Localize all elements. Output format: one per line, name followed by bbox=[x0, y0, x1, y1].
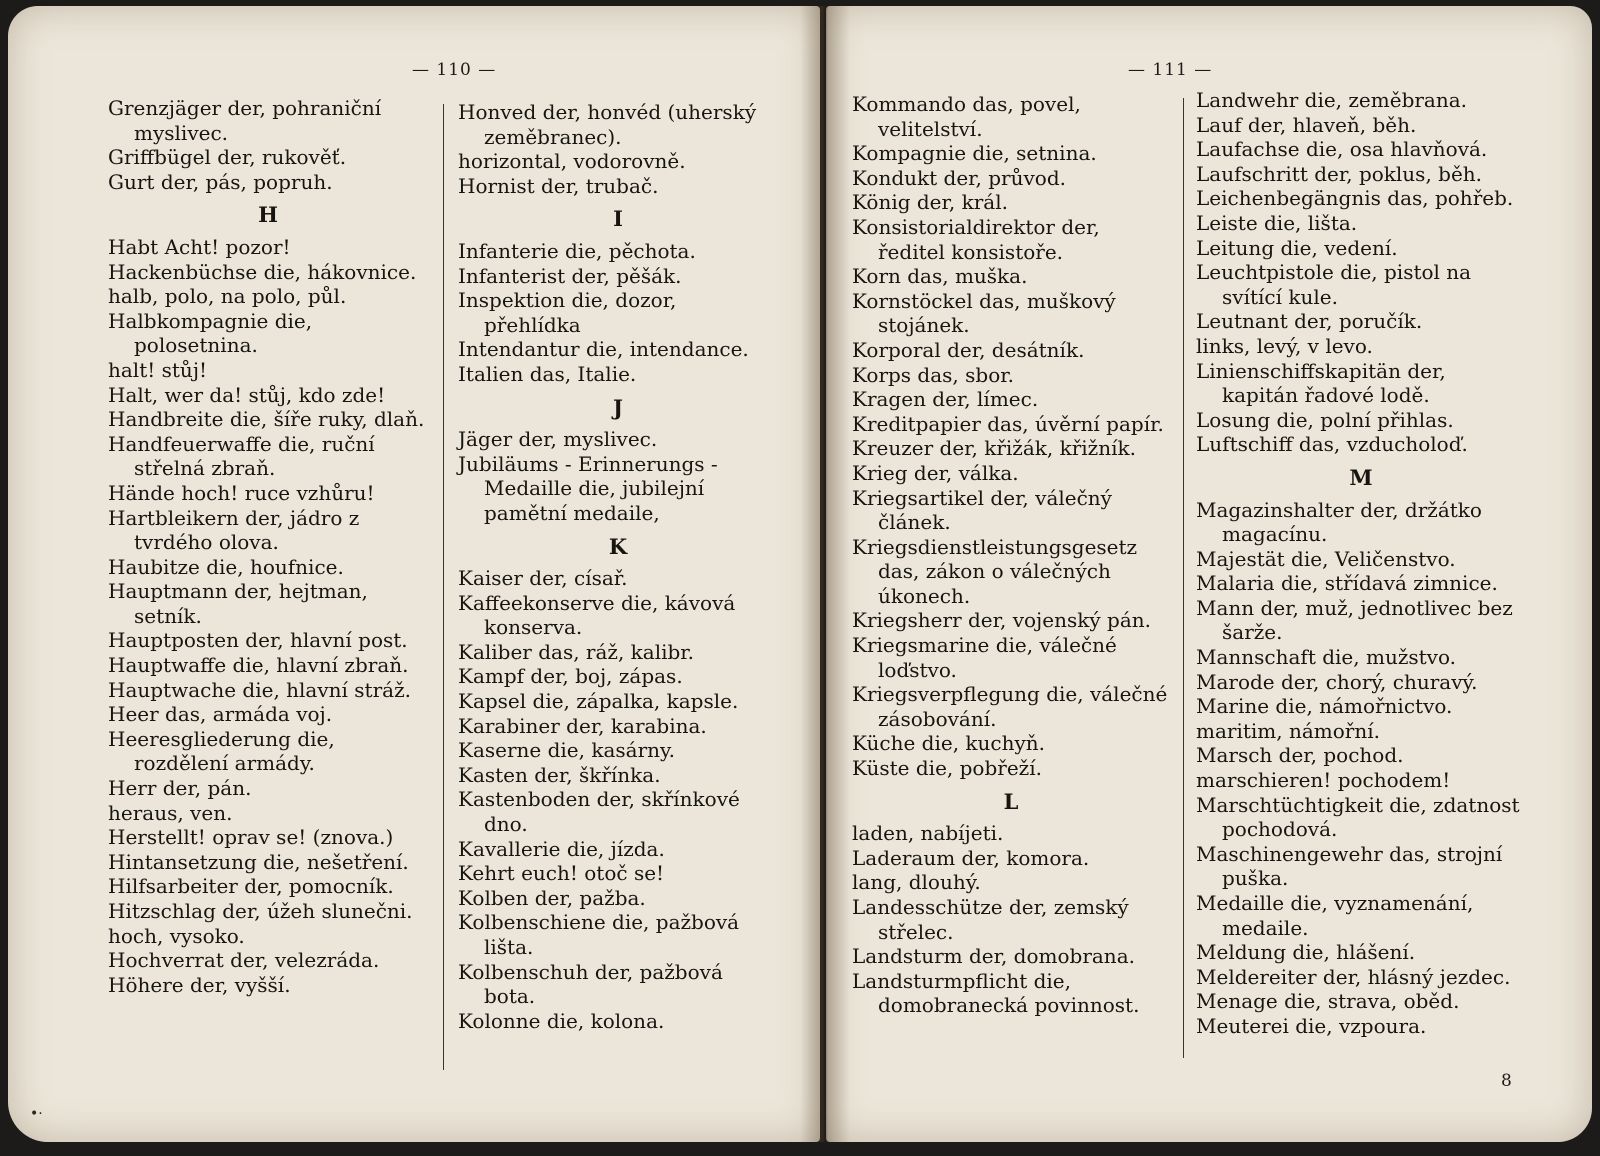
dictionary-entry: Kriegsmarine die, válečné loďstvo. bbox=[852, 633, 1117, 682]
dictionary-entry: Marode der, chorý, churavý. bbox=[1196, 669, 1478, 694]
dictionary-entry: Kampf der, boj, zápas. bbox=[458, 664, 683, 689]
dictionary-entry: Kolbenschiene die, pažbová lišta. bbox=[458, 910, 740, 959]
dictionary-entry: Kaserne die, kasárny. bbox=[458, 738, 676, 763]
dictionary-entry: Magazinshalter der, držátko magacínu. bbox=[1196, 497, 1482, 547]
dictionary-entry: Hauptposten der, hlavní post. bbox=[108, 628, 408, 653]
dictionary-entry: Intendantur die, intendance. bbox=[458, 337, 749, 362]
dictionary-entry: Leitung die, vedení. bbox=[1196, 235, 1398, 260]
dictionary-entry: Konsistorialdirektor der, ředitel konsistoře. bbox=[852, 214, 1100, 264]
dictionary-entry: links, levý, v levo. bbox=[1196, 333, 1373, 358]
right-page-column-1 bbox=[852, 92, 1170, 1018]
dictionary-entry: Haubitze die, houfnice. bbox=[108, 554, 344, 579]
dictionary-entry: hoch, vysoko. bbox=[108, 923, 245, 948]
dictionary-entry: Heeresgliederung die, rozdělení armády. bbox=[108, 726, 335, 776]
dictionary-entry: Gurt der, pás, popruh. bbox=[108, 169, 333, 194]
dictionary-entry: Hände hoch! ruce vzhůru! bbox=[108, 480, 375, 505]
dictionary-entry: Marsch der, pochod. bbox=[1196, 743, 1404, 768]
dictionary-entry: Leiste die, lišta. bbox=[1196, 210, 1358, 235]
dictionary-entry: Lauf der, hlaveň, běh. bbox=[1196, 112, 1417, 137]
dictionary-entry: Kragen der, límec. bbox=[852, 387, 1039, 412]
dictionary-entry: Jäger der, myslivec. bbox=[458, 427, 658, 452]
dictionary-entry: Hackenbüchse die, hákovnice. bbox=[108, 259, 417, 284]
dictionary-entry: Habt Acht! pozor! bbox=[108, 234, 291, 259]
dictionary-entry: horizontal, vodorovně. bbox=[458, 149, 686, 174]
dictionary-entry: Korn das, muška. bbox=[852, 264, 1028, 289]
dictionary-entry: Kastenboden der, skřínkové dno. bbox=[458, 787, 740, 837]
column-divider bbox=[443, 104, 444, 1070]
dictionary-entry: Majestät die, Veličenstvo. bbox=[1196, 546, 1456, 571]
dictionary-entry: Kaffeekonserve die, kávová konserva. bbox=[458, 590, 736, 640]
page-specks: •· bbox=[30, 1106, 43, 1122]
dictionary-entry: Leichenbegängnis das, pohřeb. bbox=[1196, 186, 1514, 211]
dictionary-entry: Marine die, námořnictvo. bbox=[1196, 694, 1453, 719]
dictionary-entry: Hochverrat der, velezráda. bbox=[108, 948, 380, 973]
dictionary-entry: Meldung die, hlášení. bbox=[1196, 940, 1416, 965]
dictionary-entry: Kreditpapier das, úvěrní papír. bbox=[852, 411, 1164, 436]
dictionary-entry: Malaria die, střídavá zimnice. bbox=[1196, 571, 1498, 596]
page-number-110: — 110 — bbox=[412, 60, 497, 80]
dictionary-entry: halt! stůj! bbox=[108, 357, 208, 382]
section-letter-heading: I bbox=[613, 206, 623, 232]
dictionary-entry: Hauptmann der, hejtman, setník. bbox=[108, 579, 368, 628]
dictionary-entry: Honved der, honvéd (uherský zeměbranec). bbox=[458, 100, 757, 149]
dictionary-entry: Hintansetzung die, nešetření. bbox=[108, 849, 409, 874]
book-gutter bbox=[800, 6, 850, 1142]
dictionary-entry: marschieren! pochodem! bbox=[1196, 768, 1451, 793]
dictionary-entry: Handfeuerwaffe die, ruční střelná zbraň. bbox=[108, 431, 375, 481]
dictionary-entry: Kriegsverpflegung die, válečné zásobování. bbox=[852, 682, 1168, 731]
dictionary-entry: Jubiläums - Erinnerungs - Medaille die, jubilejní pamětní medaile, bbox=[458, 451, 718, 525]
dictionary-entry: Italien das, Italie. bbox=[458, 361, 637, 386]
dictionary-entry: Losung die, polní přihlas. bbox=[1196, 407, 1454, 432]
dictionary-entry: Kavallerie die, jízda. bbox=[458, 836, 665, 861]
dictionary-entry: Kasten der, škřínka. bbox=[458, 762, 661, 787]
dictionary-entry: Hilfsarbeiter der, pomocník. bbox=[108, 874, 394, 899]
dictionary-entry: laden, nabíjeti. bbox=[852, 821, 1004, 846]
section-letter-heading: K bbox=[608, 533, 628, 559]
dictionary-entry: Medaille die, vyznamenání, medaile. bbox=[1196, 891, 1474, 940]
section-letter-heading: J bbox=[613, 394, 623, 420]
dictionary-entry: Küche die, kuchyň. bbox=[852, 731, 1046, 756]
dictionary-entry: Heer das, armáda voj. bbox=[108, 702, 333, 727]
dictionary-entry: Herr der, pán. bbox=[108, 776, 252, 801]
dictionary-entry: Hitzschlag der, úžeh slunečni. bbox=[108, 899, 413, 923]
dictionary-entry: Griffbügel der, rukověť. bbox=[108, 145, 347, 170]
dictionary-entry: Korporal der, desátník. bbox=[852, 337, 1085, 362]
dictionary-entry: Kompagnie die, setnina. bbox=[852, 141, 1097, 166]
dictionary-entry: Luftschiff das, vzducholoď. bbox=[1196, 432, 1468, 457]
dictionary-entry: Kriegsherr der, vojenský pán. bbox=[852, 608, 1151, 633]
dictionary-entry: Kornstöckel das, muškový stojánek. bbox=[852, 288, 1116, 338]
dictionary-entry: Inspektion die, dozor, přehlídka bbox=[458, 288, 677, 337]
dictionary-entry: Hornist der, trubač. bbox=[458, 173, 659, 198]
dictionary-entry: Kolben der, pažba. bbox=[458, 885, 646, 910]
dictionary-entry: lang, dlouhý. bbox=[852, 870, 981, 895]
dictionary-entry: Meldereiter der, hlásný jezdec. bbox=[1196, 964, 1511, 989]
dictionary-entry: Kolonne die, kolona. bbox=[458, 1008, 665, 1033]
dictionary-entry: halb, polo, na polo, půl. bbox=[108, 284, 347, 309]
dictionary-entry: Krieg der, válka. bbox=[852, 460, 1019, 485]
dictionary-entry: König der, král. bbox=[852, 190, 1008, 215]
dictionary-entry: Halt, wer da! stůj, kdo zde! bbox=[108, 382, 386, 407]
dictionary-entry: Laufschritt der, poklus, běh. bbox=[1196, 161, 1483, 186]
dictionary-entry: Leutnant der, poručík. bbox=[1196, 309, 1423, 334]
dictionary-entry: Laderaum der, komora. bbox=[852, 845, 1090, 870]
dictionary-entry: Meuterei die, vzpoura. bbox=[1196, 1013, 1427, 1038]
dictionary-entry: Höhere der, vyšší. bbox=[108, 972, 291, 997]
dictionary-entry: Hartbleikern der, jádro z tvrdého olova. bbox=[108, 505, 360, 555]
dictionary-entry: Grenzjäger der, pohraniční myslivec. bbox=[108, 96, 382, 145]
dictionary-entry: Landwehr die, zeměbrana. bbox=[1196, 88, 1468, 112]
dictionary-entry: Kolbenschuh der, pažbová bota. bbox=[458, 959, 723, 1009]
dictionary-entry: Kommando das, povel, velitelství. bbox=[852, 92, 1081, 141]
dictionary-entry: Infanterie die, pěchota. bbox=[458, 238, 696, 263]
dictionary-entry: Küste die, pobřeží. bbox=[852, 756, 1042, 781]
dictionary-entry: Landesschütze der, zemský střelec. bbox=[852, 895, 1129, 944]
dictionary-entry: Menage die, strava, oběd. bbox=[1196, 989, 1460, 1014]
dictionary-entry: Hauptwaffe die, hlavní zbraň. bbox=[108, 653, 409, 678]
left-page-column-2 bbox=[458, 100, 778, 1033]
dictionary-entry: Kaliber das, ráž, kalibr. bbox=[458, 639, 695, 664]
dictionary-entry: Kapsel die, zápalka, kapsle. bbox=[458, 689, 739, 714]
dictionary-entry: Landsturm der, domobrana. bbox=[852, 944, 1135, 969]
dictionary-entry: Mannschaft die, mužstvo. bbox=[1196, 645, 1457, 670]
dictionary-entry: Kaiser der, císař. bbox=[458, 566, 628, 591]
dictionary-entry: Marschtüchtigkeit die, zdatnost pochodová. bbox=[1196, 792, 1520, 842]
dictionary-entry: Landsturmpflicht die, domobranecká povinnost. bbox=[852, 968, 1140, 1018]
dictionary-entry: Herstellt! oprav se! (znova.) bbox=[108, 825, 394, 850]
dictionary-entry: Kreuzer der, křižák, křižník. bbox=[852, 436, 1136, 461]
dictionary-entry: Leuchtpistole die, pistol na svítící kule. bbox=[1196, 260, 1472, 309]
dictionary-entry: Handbreite die, šíře ruky, dlaň. bbox=[108, 407, 425, 432]
dictionary-entry: heraus, ven. bbox=[108, 800, 233, 825]
left-page-column-1 bbox=[108, 96, 428, 997]
section-letter-heading: M bbox=[1349, 464, 1373, 490]
signature-mark: 8 bbox=[1501, 1071, 1512, 1091]
page-number-111: — 111 — bbox=[1128, 60, 1213, 80]
dictionary-entry: Karabiner der, karabina. bbox=[458, 713, 707, 738]
dictionary-entry: Mann der, muž, jednotlivec bez šarže. bbox=[1196, 595, 1513, 645]
section-letter-heading: L bbox=[1003, 788, 1019, 814]
dictionary-entry: Infanterist der, pěšák. bbox=[458, 263, 682, 288]
section-letter-heading: H bbox=[258, 202, 278, 228]
dictionary-entry: Kehrt euch! otoč se! bbox=[458, 861, 665, 886]
dictionary-entry: Linienschiffskapitän der, kapitán řadové lodě. bbox=[1196, 358, 1446, 408]
dictionary-entry: Kriegsdienstleistungsgesetz das, zákon o válečných úkonech. bbox=[852, 534, 1138, 608]
dictionary-entry: Laufachse die, osa hlavňová. bbox=[1196, 137, 1488, 162]
dictionary-entry: Hauptwache die, hlavní stráž. bbox=[108, 677, 411, 702]
dictionary-entry: Halbkompagnie die, polosetnina. bbox=[108, 308, 313, 358]
dictionary-entry: Kriegsartikel der, válečný článek. bbox=[852, 485, 1112, 535]
dictionary-entry: Maschinengewehr das, strojní puška. bbox=[1196, 841, 1503, 891]
dictionary-entry: Kondukt der, průvod. bbox=[852, 165, 1066, 190]
dictionary-entry: maritim, námořní. bbox=[1196, 718, 1380, 743]
dictionary-entry: Korps das, sbor. bbox=[852, 362, 1014, 387]
column-divider bbox=[1183, 98, 1184, 1058]
right-page-column-2 bbox=[1196, 88, 1526, 1039]
